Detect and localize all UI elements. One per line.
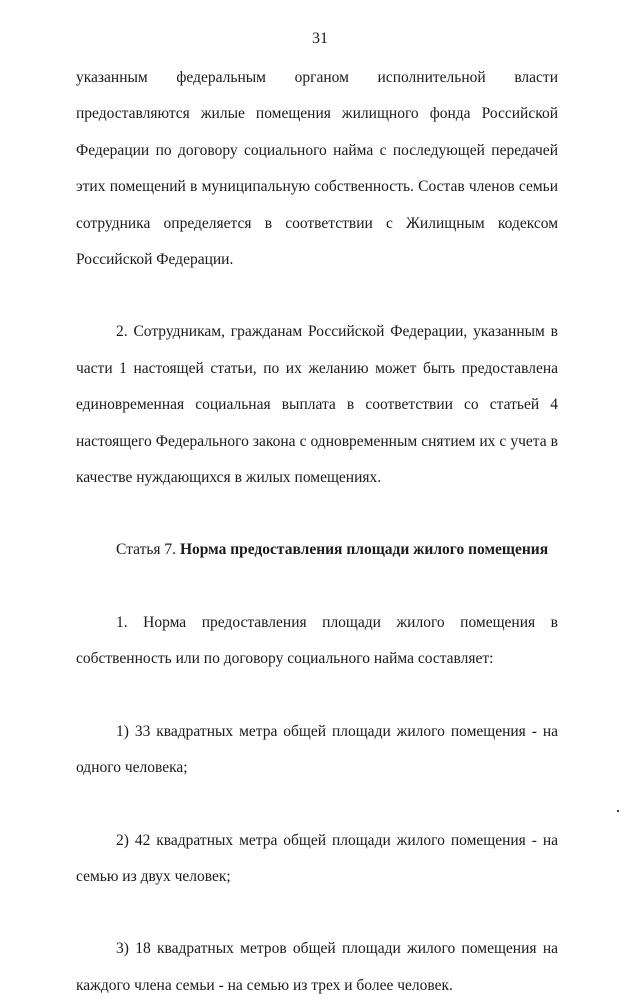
- paragraph-norm: 1. Норма предоставления площади жилого помещения в собственность или по договору социального найма составляет:: [76, 613, 558, 668]
- paragraph-social-payment: 2. Сотрудникам, гражданам Российской Федерации, указанным в части 1 настоящей статьи, по их желанию может быть предоставлена единовременная социальная выплата в соответствии со статьей 4 настоящего Федерального закона с одновременным снятием их с учета в качестве нуждающихся в жилых помещениях.: [76, 323, 558, 487]
- page-number: 31: [312, 30, 328, 47]
- list-item-two-persons: 2) 42 квадратных метра общей площади жилого помещения - на семью из двух человек;: [76, 831, 558, 885]
- scan-artifact: [617, 810, 619, 812]
- article-heading: [76, 532, 558, 568]
- list-item-three-plus: 3) 18 квадратных метров общей площади жилого помещения на каждого члена семьи - на семью из трех и более человек.: [76, 940, 558, 994]
- paragraph-continuation: указанным федеральным органом исполнительной власти предоставляются жилые помещения жилищного фонда Российской Федерации по договору социального найма с последующей передачей этих помещений в муниципальную собственность. Состав членов семьи сотрудника определяется в соответствии с Жилищным кодексом Российской Федерации.: [76, 69, 558, 269]
- list-item-one-person: 1) 33 квадратных метра общей площади жилого помещения - на одного человека;: [76, 722, 558, 777]
- document-body: [76, 60, 558, 1004]
- article-title: Норма предоставления площади жилого помещения: [179, 541, 549, 559]
- article-label: Статья 7.: [116, 541, 177, 559]
